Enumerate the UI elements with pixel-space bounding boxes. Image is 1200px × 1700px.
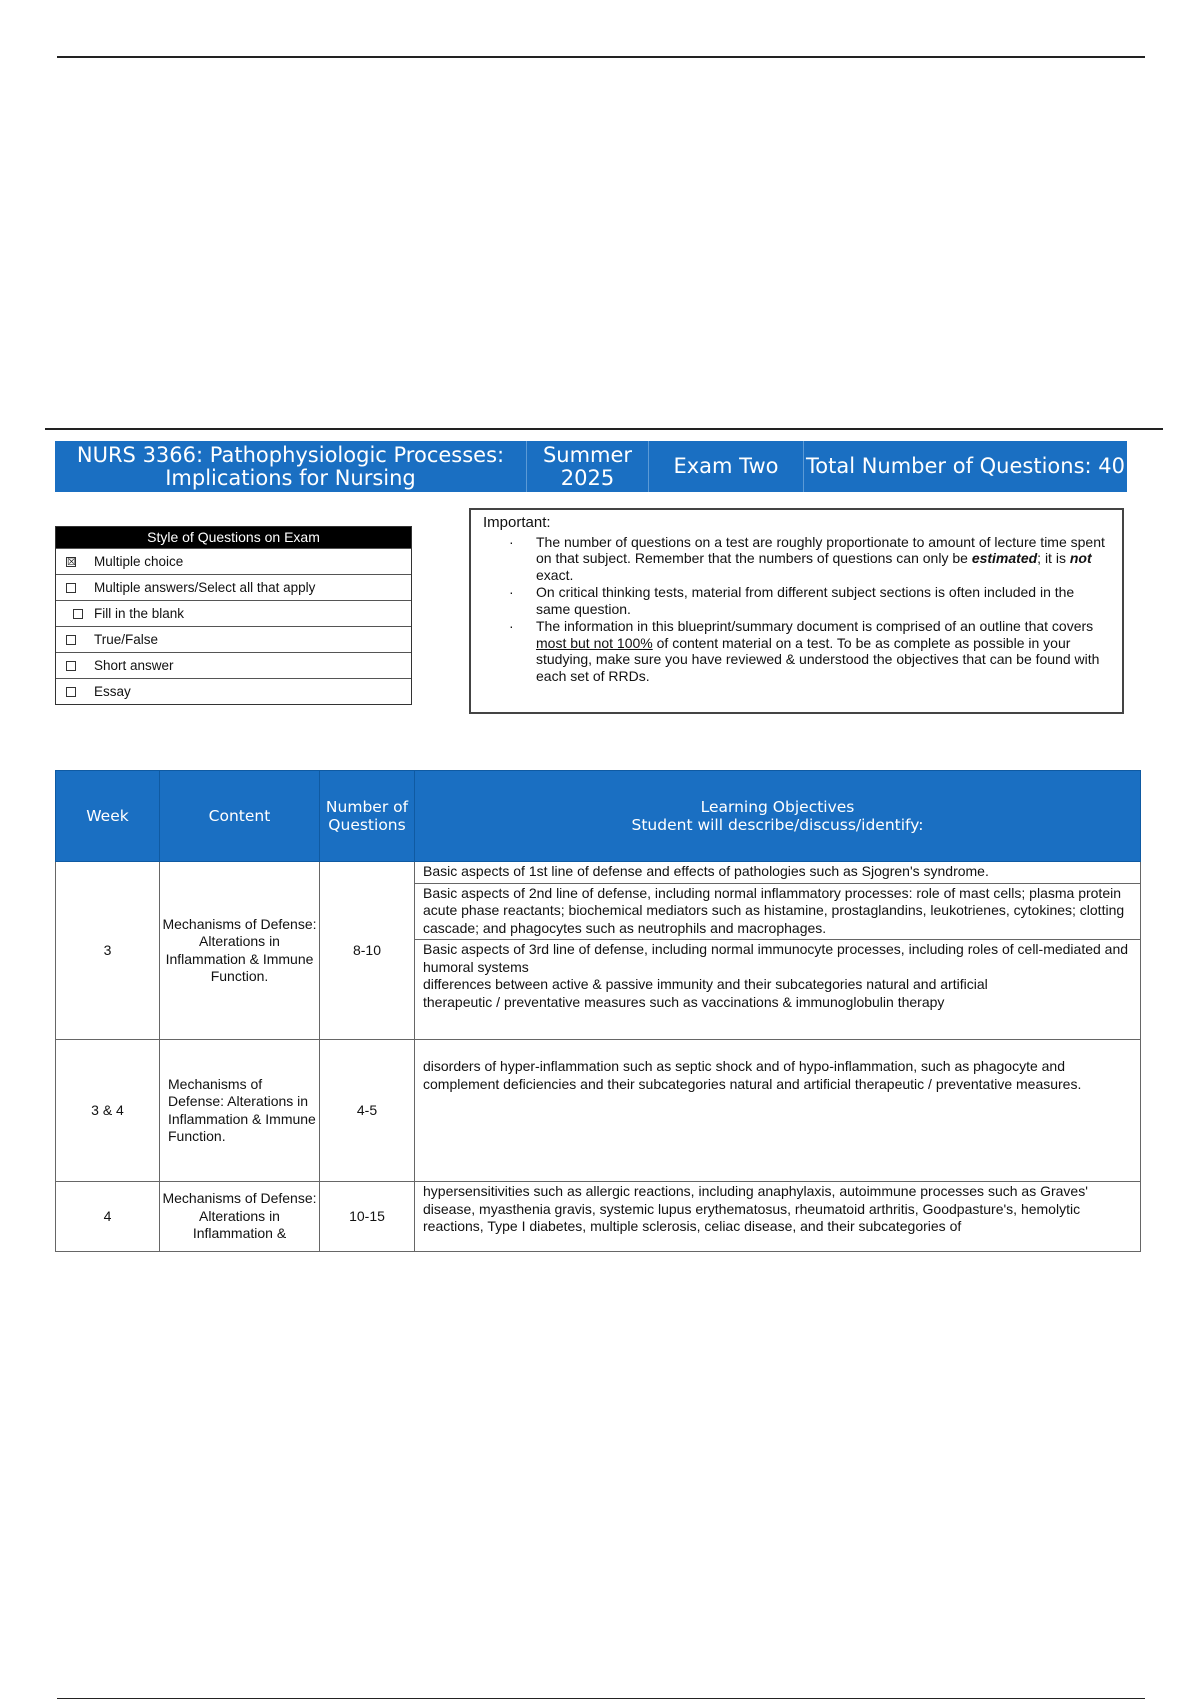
objective-item: disorders of hyper-inflammation such as septic shock and of hypo-inflammation, such as phagocyte and complement deficiencies and their subcategories natural and artificial therapeutic / preventative measures. [423, 1058, 1082, 1092]
question-style-row [56, 678, 411, 704]
question-style-row [56, 600, 411, 626]
table-row [56, 1182, 1141, 1252]
top-rule [57, 56, 1145, 58]
exam-blueprint-table [55, 770, 1141, 1252]
course-title: NURS 3366: Pathophysiologic Processes: Implications for Nursing [55, 441, 527, 492]
question-style-row [56, 652, 411, 678]
objectives-header: Learning Objectives Student will describe/discuss/identify: [415, 771, 1141, 862]
objective-item: hypersensitivities such as allergic reactions, including anaphylaxis, autoimmune processes such as Graves' disease, myasthenia gravis, systemic lupus erythematosus, rheumatoid arthritis, Goodpasture's, hemolytic reactions, Type I diabetes, multiple sclerosis, celiac disease, and their subcategories of [423, 1183, 1088, 1234]
important-bullet: · The number of questions on a test are roughly proportionate to amount of lecture time spent on that subject. Remember that the numbers of questions can only be estimated; it is not exact. [536, 534, 1112, 584]
important-bullet: · The information in this blueprint/summary document is comprised of an outline that covers most but not 100% of content material on a test. To be as complete as possible in your studying, make sure you have reviewed & understood the objectives that can be found with each set of RRDs. [536, 618, 1112, 684]
question-style-label: Short answer [94, 658, 174, 673]
table-header-row [56, 771, 1141, 862]
important-title: Important: [483, 514, 551, 531]
important-bullet: · On critical thinking tests, material from different subject sections is often included in the same question. [536, 584, 1112, 617]
checkbox-icon [66, 687, 76, 697]
checkbox-icon [73, 609, 83, 619]
content-header: Content [160, 771, 320, 862]
objectives-cell [415, 1182, 1141, 1252]
content-cell: Mechanisms of Defense: Alterations in Inflammation & [160, 1182, 320, 1252]
question-style-label: Essay [94, 684, 131, 699]
checkbox-icon [66, 635, 76, 645]
bottom-rule [57, 1698, 1145, 1699]
important-notes-box [469, 508, 1124, 714]
checkbox-icon [66, 583, 76, 593]
num-questions-cell: 4-5 [320, 1040, 415, 1182]
question-style-row [56, 626, 411, 652]
question-style-row [56, 548, 411, 574]
exam-label: Exam Two [649, 441, 804, 492]
exam-header-banner [55, 441, 1127, 492]
important-list [483, 534, 1112, 685]
week-cell: 3 & 4 [56, 1040, 160, 1182]
content-cell: Mechanisms of Defense: Alterations in Inflammation & Immune Function. [160, 1040, 320, 1182]
section-rule [45, 428, 1163, 430]
question-style-label: Multiple choice [94, 554, 184, 569]
objectives-cell [415, 862, 1141, 1040]
question-style-label: Fill in the blank [94, 606, 185, 621]
content-cell: Mechanisms of Defense: Alterations in Inflammation & Immune Function. [160, 862, 320, 1040]
week-cell: 3 [56, 862, 160, 1040]
num-questions-cell: 8-10 [320, 862, 415, 1040]
question-style-title: Style of Questions on Exam [56, 527, 411, 548]
question-style-row [56, 574, 411, 600]
week-header: Week [56, 771, 160, 862]
objective-item: Basic aspects of 1st line of defense and effects of pathologies such as Sjogren's syndrome. [415, 862, 1140, 884]
num-questions-header: Number of Questions [320, 771, 415, 862]
checked-box-icon: ☒ [67, 556, 76, 568]
objectives-cell [415, 1040, 1141, 1182]
objective-item: Basic aspects of 2nd line of defense, including normal inflammatory processes: role of mast cells; plasma protein acute phase reactants; biochemical mediators such as histamine, prostaglandins, leukotrienes, cytokines; clotting cascade; and phagocytes such as neutrophils and macrophages. [415, 884, 1140, 941]
table-row [56, 862, 1141, 1040]
num-questions-cell: 10-15 [320, 1182, 415, 1252]
table-row [56, 1040, 1141, 1182]
question-style-label: True/False [94, 632, 159, 647]
question-style-box [55, 526, 412, 705]
total-questions: Total Number of Questions: 40 [805, 454, 1125, 478]
week-cell: 4 [56, 1182, 160, 1252]
checkbox-icon [66, 661, 76, 671]
term-label: Summer 2025 [527, 441, 649, 492]
question-style-label: Multiple answers/Select all that apply [94, 580, 316, 595]
objective-item: Basic aspects of 3rd line of defense, including normal immunocyte processes, including roles of cell-mediated and humoral systems differences between active & passive immunity and their subcategories natural and artificial therapeutic / preventative measures such as vaccinations & immunoglobulin therapy [423, 941, 1129, 1010]
